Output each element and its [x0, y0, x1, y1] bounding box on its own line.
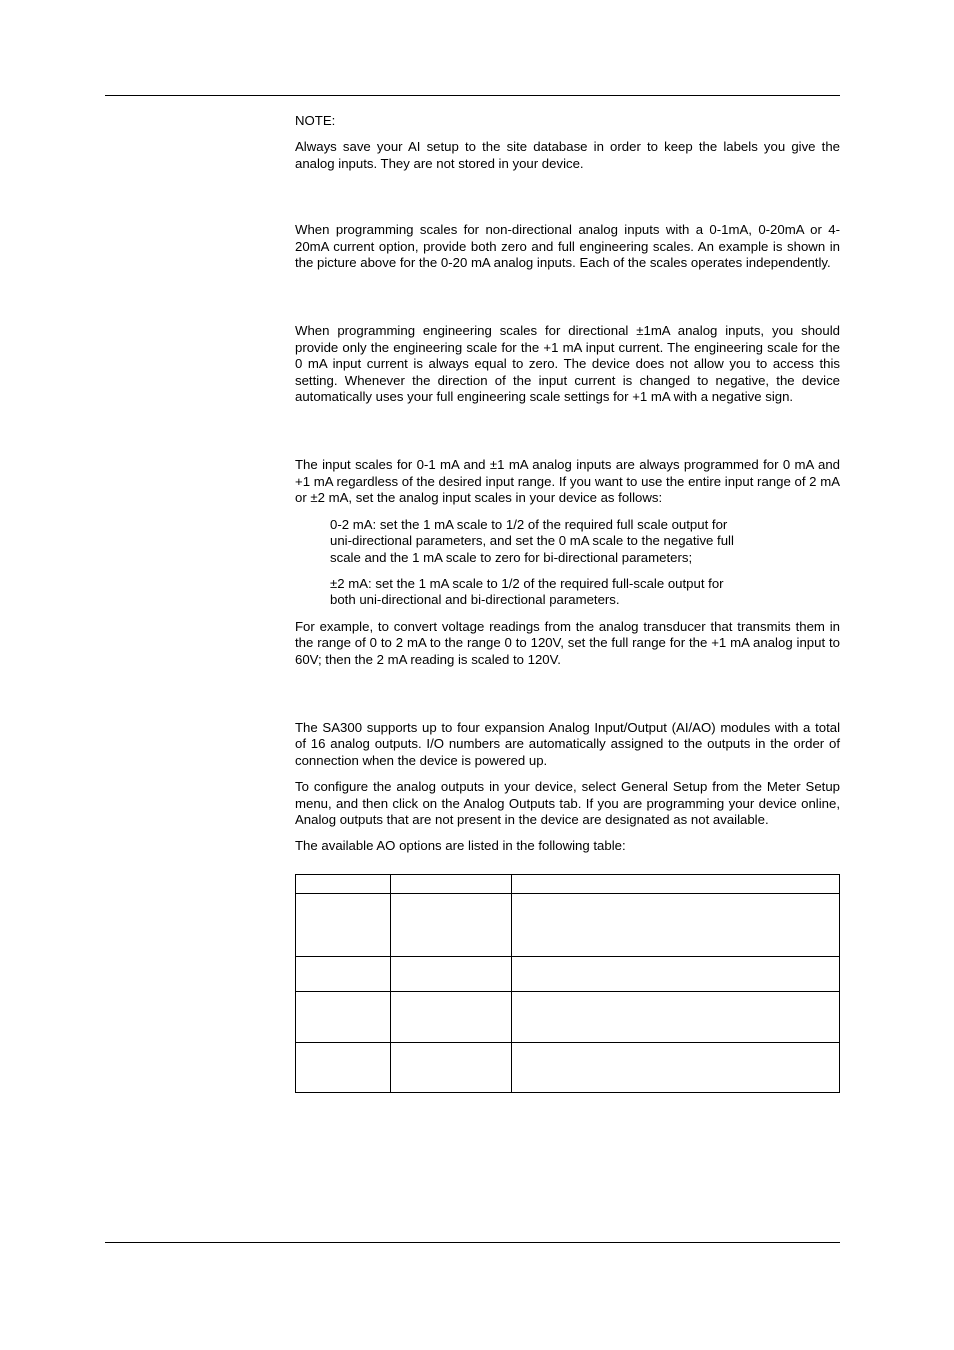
- table-cell: [512, 1042, 840, 1092]
- table-cell: [296, 956, 391, 991]
- ao-options-table: [295, 874, 840, 1093]
- note-label: NOTE:: [295, 113, 336, 128]
- list-item-label: ±2 mA:: [330, 575, 372, 591]
- note-text: Always save your AI setup to the site database in order to keep the labels you give the analog inputs. They are not stored in your device.: [295, 139, 840, 171]
- table-row: [296, 893, 840, 956]
- table-cell: [391, 874, 512, 893]
- header-rule: [105, 95, 840, 96]
- paragraph-configure: To configure the analog outputs in your device, select General Setup from the Meter Setup menu, and then click on the Analog Outputs tab. If you are programming your device online, Analog outputs that are not present in the device are designated as not available.: [295, 779, 840, 827]
- table-cell: [512, 991, 840, 1042]
- paragraph-table-intro: The available AO options are listed in the following table:: [295, 838, 626, 854]
- table-cell: [296, 1042, 391, 1092]
- paragraph-input-scales: The input scales for 0-1 mA and ±1 mA analog inputs are always programmed for 0 mA and +1 mA regardless of the desired input range. If you want to use the entire input range of 2 mA or ±2 mA, set the analog input scales in your device as follows:: [295, 457, 840, 506]
- list-item-text: set the 1 mA scale to 1/2 of the required full scale output for uni-directional parameters, and set the 0 mA scale to the negative full scale and the 1 mA scale to zero for bi-directional parameters;: [330, 516, 734, 565]
- page-body: [295, 113, 840, 1093]
- paragraph-nondirectional: When programming scales for non-directional analog inputs with a 0-1mA, 0-20mA or 4-20mA current option, provide both zero and full engineering scales. An example is shown in the picture above for the 0-20 mA analog inputs. Each of the scales operates independently.: [295, 222, 840, 271]
- table-cell: [296, 991, 391, 1042]
- table-cell: [391, 991, 512, 1042]
- footer-rule: [105, 1242, 840, 1243]
- table-row: [296, 956, 840, 991]
- list-item-text: set the 1 mA scale to 1/2 of the required full-scale output for both uni-directional and bi-directional parameters.: [330, 575, 724, 608]
- table-cell: [391, 956, 512, 991]
- table-cell: [512, 956, 840, 991]
- list-item-label: 0-2 mA:: [330, 516, 377, 532]
- table-row: [296, 991, 840, 1042]
- table-row: [296, 1042, 840, 1092]
- paragraph-example: For example, to convert voltage readings from the analog transducer that transmits them in the range of 0 to 2 mA to the range 0 to 120V, set the full range for the +1 mA analog input to 60V; then the 2 mA reading is scaled to 120V.: [295, 618, 840, 667]
- table-cell: [512, 893, 840, 956]
- table-cell: [296, 874, 391, 893]
- list-item-pm2ma: [330, 576, 750, 609]
- list-item-0-2ma: [330, 517, 750, 566]
- table-cell: [296, 893, 391, 956]
- table-cell: [391, 893, 512, 956]
- table-cell: [391, 1042, 512, 1092]
- table-cell: [512, 874, 840, 893]
- paragraph-directional: When programming engineering scales for directional ±1mA analog inputs, you should provide only the engineering scale for the +1 mA input current. The engineering scale for the 0 mA input current is always equal to zero. The device does not allow you to access this setting. Whenever the direction of the input current is changed to negative, the device automatically uses your full engineering scale settings for +1 mA with a negative sign.: [295, 323, 840, 405]
- table-header-row: [296, 874, 840, 893]
- paragraph-sa300: The SA300 supports up to four expansion Analog Input/Output (AI/AO) modules with a total of 16 analog outputs. I/O numbers are automatically assigned to the outputs in the order of connection when the device is powered up.: [295, 719, 840, 768]
